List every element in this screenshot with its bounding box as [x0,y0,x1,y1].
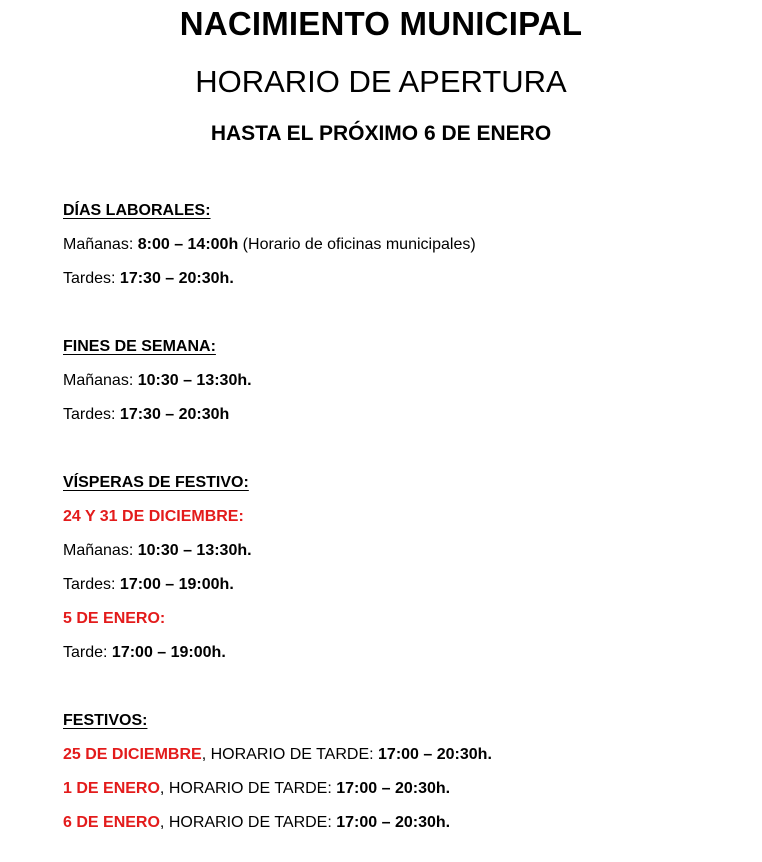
section-heading-laborales: DÍAS LABORALES: [63,202,211,219]
festivo-time: 17:00 – 20:30h. [336,814,451,831]
visperas-afternoon-label: Tardes: [63,576,120,593]
laborales-morning-line [63,234,476,256]
laborales-morning-label: Mañanas: [63,236,138,253]
laborales-morning-time: 8:00 – 14:00h [137,236,239,253]
fines-semana-afternoon-label: Tardes: [63,406,120,423]
visperas-date-dic: 24 Y 31 DE DICIEMBRE: [63,508,244,525]
section-heading-fines-semana: FINES DE SEMANA: [63,338,216,355]
visperas-tarde-time: 17:00 – 19:00h. [111,644,226,661]
festivo-date: 25 DE DICIEMBRE [63,746,202,763]
page-title: NACIMIENTO MUNICIPAL [179,5,583,42]
fines-semana-morning-line [63,370,252,392]
page-subtitle: HORARIO DE APERTURA [195,64,567,99]
visperas-morning-label: Mañanas: [63,542,138,559]
festivo-time: 17:00 – 20:30h. [378,746,492,763]
festivo-label: , HORARIO DE TARDE: [159,814,337,831]
festivo-item [63,778,450,800]
visperas-date-enero: 5 DE ENERO: [63,610,166,627]
festivo-date: 6 DE ENERO [63,814,160,831]
fines-semana-morning-time: 10:30 – 13:30h. [137,372,252,389]
festivo-label: , HORARIO DE TARDE: [201,746,379,763]
festivo-item [63,744,492,766]
fines-semana-morning-label: Mañanas: [63,372,138,389]
laborales-afternoon-time: 17:30 – 20:30h. [119,270,234,287]
visperas-afternoon-line [63,574,234,596]
festivo-date: 1 DE ENERO [63,780,160,797]
laborales-morning-note: (Horario de oficinas municipales) [238,236,476,253]
section-heading-visperas: VÍSPERAS DE FESTIVO: [63,474,249,491]
visperas-afternoon-time: 17:00 – 19:00h. [119,576,234,593]
visperas-morning-time: 10:30 – 13:30h. [137,542,252,559]
festivo-item [63,812,450,834]
page-subtitle-date: HASTA EL PRÓXIMO 6 DE ENERO [210,122,552,145]
laborales-afternoon-line [63,268,234,290]
visperas-tarde-line [63,642,226,664]
fines-semana-afternoon-line [63,404,229,426]
section-heading-festivos: FESTIVOS: [63,712,148,729]
visperas-morning-line [63,540,252,562]
festivo-label: , HORARIO DE TARDE: [159,780,337,797]
visperas-tarde-label: Tarde: [63,644,112,661]
festivo-time: 17:00 – 20:30h. [336,780,451,797]
laborales-afternoon-label: Tardes: [63,270,120,287]
fines-semana-afternoon-time: 17:30 – 20:30h [119,406,230,423]
